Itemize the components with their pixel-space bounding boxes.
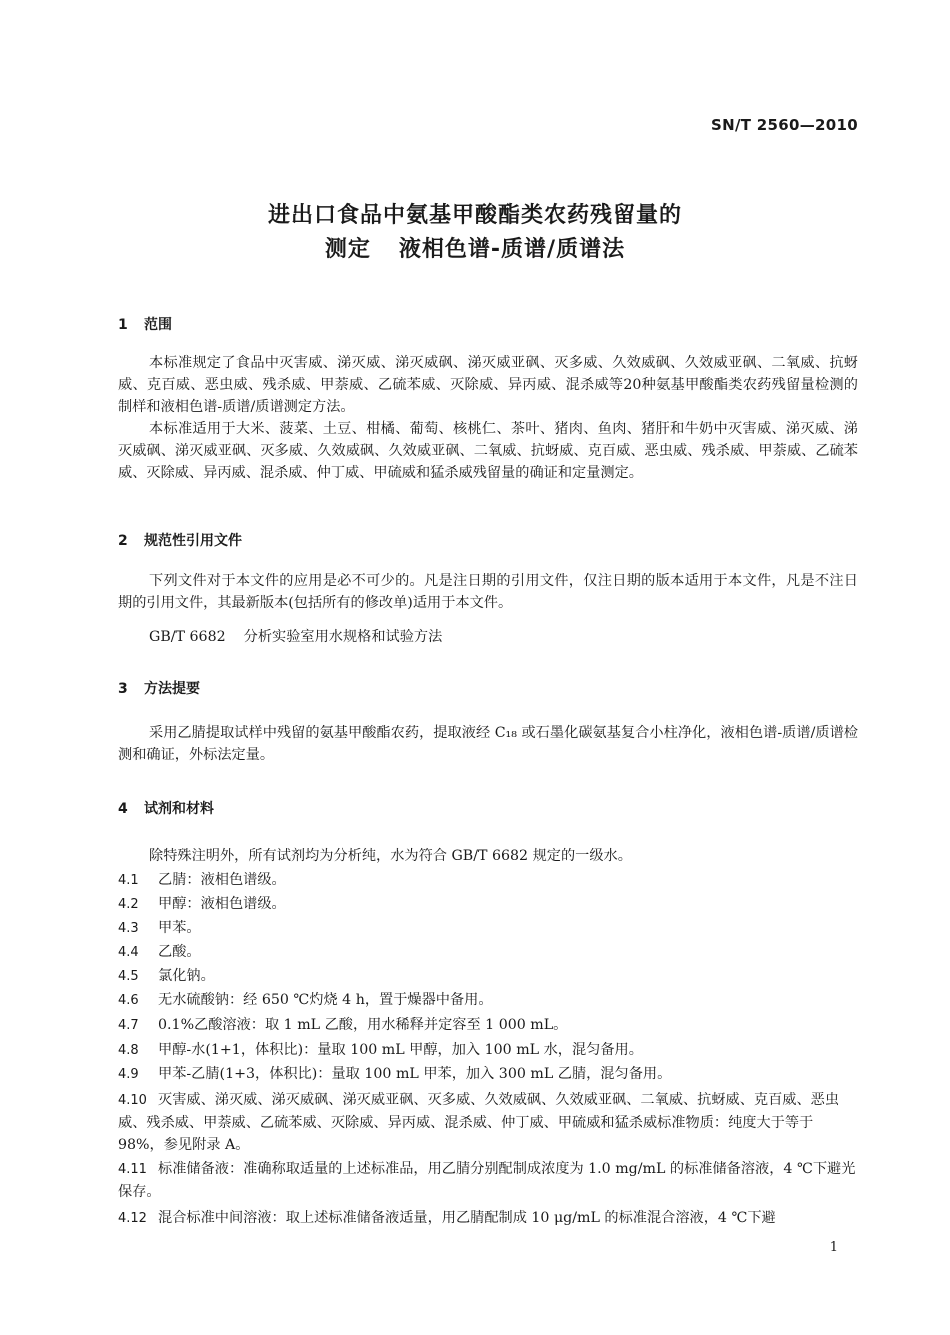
item-text: 混合标准中间溶液：取上述标准储备液适量，用乙腈配制成 10 μg/mL 的标准混合溶液，4 ℃下避: [158, 1210, 776, 1226]
reference-code: GB/T 6682: [149, 629, 226, 645]
list-item: [118, 1207, 858, 1230]
list-item: [118, 965, 858, 988]
section-title: 范围: [144, 317, 172, 333]
list-item: [118, 1158, 858, 1203]
paragraph: 本标准适用于大米、菠菜、土豆、柑橘、葡萄、核桃仁、茶叶、猪肉、鱼肉、猪肝和牛奶中灭害威、涕灭威、涕灭威砜、涕灭威亚砜、灭多威、久效威砜、久效威亚砜、二氧威、抗蚜威、克百威、恶虫威、残杀威、甲萘威、乙硫苯威、灭除威、异丙威、混杀威、仲丁威、甲硫威和猛杀威残留量的确证和定量测定。: [118, 421, 858, 481]
item-number: 4.7: [118, 1018, 139, 1033]
item-text: 0.1%乙酸溶液：取 1 mL 乙酸，用水稀释并定容至 1 000 mL。: [158, 1017, 568, 1033]
list-item: [118, 989, 858, 1012]
section-number: 4: [118, 801, 128, 817]
item-text: 甲苯。: [158, 920, 201, 936]
title-line-2-part-b: 液相色谱-质谱/质谱法: [398, 237, 626, 262]
item-text: 标准储备液：准确称取适量的上述标准品，用乙腈分别配制成浓度为 1.0 mg/mL 的标准储备溶液，4 ℃下避光保存。: [118, 1161, 856, 1200]
item-number: 4.10: [118, 1093, 147, 1108]
title-line-2: [0, 232, 950, 263]
item-number: 4.12: [118, 1211, 147, 1226]
item-number: 4.4: [118, 945, 139, 960]
reference-entry: [149, 626, 442, 646]
item-text: 无水硫酸钠：经 650 ℃灼烧 4 h，置于燥器中备用。: [158, 992, 493, 1008]
list-item: [118, 1063, 858, 1086]
section-number: 1: [118, 317, 128, 333]
list-item: [118, 1039, 858, 1062]
paragraph: 采用乙腈提取试样中残留的氨基甲酸酯农药，提取液经 C₁₈ 或石墨化碳氨基复合小柱净化，液相色谱-质谱/质谱检测和确证，外标法定量。: [118, 725, 858, 763]
list-item: [118, 1014, 858, 1037]
item-number: 4.1: [118, 873, 139, 888]
section-number: 3: [118, 681, 128, 697]
item-number: 4.6: [118, 993, 139, 1008]
title-line-2-part-a: 测定: [324, 237, 371, 262]
item-text: 乙腈：液相色谱级。: [158, 872, 286, 888]
item-number: 4.8: [118, 1043, 139, 1058]
section-title: 规范性引用文件: [144, 533, 242, 549]
section-heading-method-summary: [118, 678, 200, 698]
item-text: 甲醇：液相色谱级。: [158, 896, 286, 912]
item-number: 4.2: [118, 897, 139, 912]
list-item: [118, 893, 858, 916]
page-number: 1: [829, 1240, 838, 1255]
item-text: 甲苯-乙腈(1+3，体积比)：量取 100 mL 甲苯，加入 300 mL 乙腈，混匀备用。: [158, 1066, 672, 1082]
item-number: 4.11: [118, 1162, 147, 1177]
item-text: 氯化钠。: [158, 968, 215, 984]
section-heading-normative-references: [118, 530, 242, 550]
section-title: 方法提要: [144, 681, 200, 697]
list-item: [118, 941, 858, 964]
title-line-1: 进出口食品中氨基甲酸酯类农药残留量的: [267, 203, 682, 228]
reference-title: 分析实验室用水规格和试验方法: [243, 629, 443, 645]
item-text: 乙酸。: [158, 944, 201, 960]
item-number: 4.9: [118, 1067, 139, 1082]
paragraph: 下列文件对于本文件的应用是必不可少的。凡是注日期的引用文件，仅注日期的版本适用于本文件，凡是不注日期的引用文件，其最新版本(包括所有的修改单)适用于本文件。: [118, 573, 858, 611]
paragraph: 除特殊注明外，所有试剂均为分析纯，水为符合 GB/T 6682 规定的一级水。: [149, 848, 632, 864]
section-number: 2: [118, 533, 128, 549]
item-number: 4.3: [118, 921, 139, 936]
section-heading-reagents: [118, 798, 214, 818]
list-item: [118, 869, 858, 892]
list-item: [118, 917, 858, 940]
list-item: [118, 1089, 858, 1156]
item-text: 灭害威、涕灭威、涕灭威砜、涕灭威亚砜、灭多威、久效威砜、久效威亚砜、二氧威、抗蚜威、克百威、恶虫威、残杀威、甲萘威、乙硫苯威、灭除威、异丙威、混杀威、仲丁威、甲硫威和猛杀威标准物质：纯度大于等于 98%，参见附录 A。: [118, 1092, 840, 1153]
item-number: 4.5: [118, 969, 139, 984]
standard-code: SN/T 2560—2010: [711, 116, 858, 134]
section-heading-scope: [118, 314, 172, 334]
paragraph: 本标准规定了食品中灭害威、涕灭威、涕灭威砜、涕灭威亚砜、灭多威、久效威砜、久效威亚砜、二氧威、抗蚜威、克百威、恶虫威、残杀威、甲萘威、乙硫苯威、灭除威、异丙威、混杀威等20种氨基甲酸酯类农药残留量检测的制样和液相色谱-质谱/质谱测定方法。: [118, 355, 858, 415]
item-text: 甲醇-水(1+1，体积比)：量取 100 mL 甲醇，加入 100 mL 水，混匀备用。: [158, 1042, 643, 1058]
section-title: 试剂和材料: [144, 801, 214, 817]
